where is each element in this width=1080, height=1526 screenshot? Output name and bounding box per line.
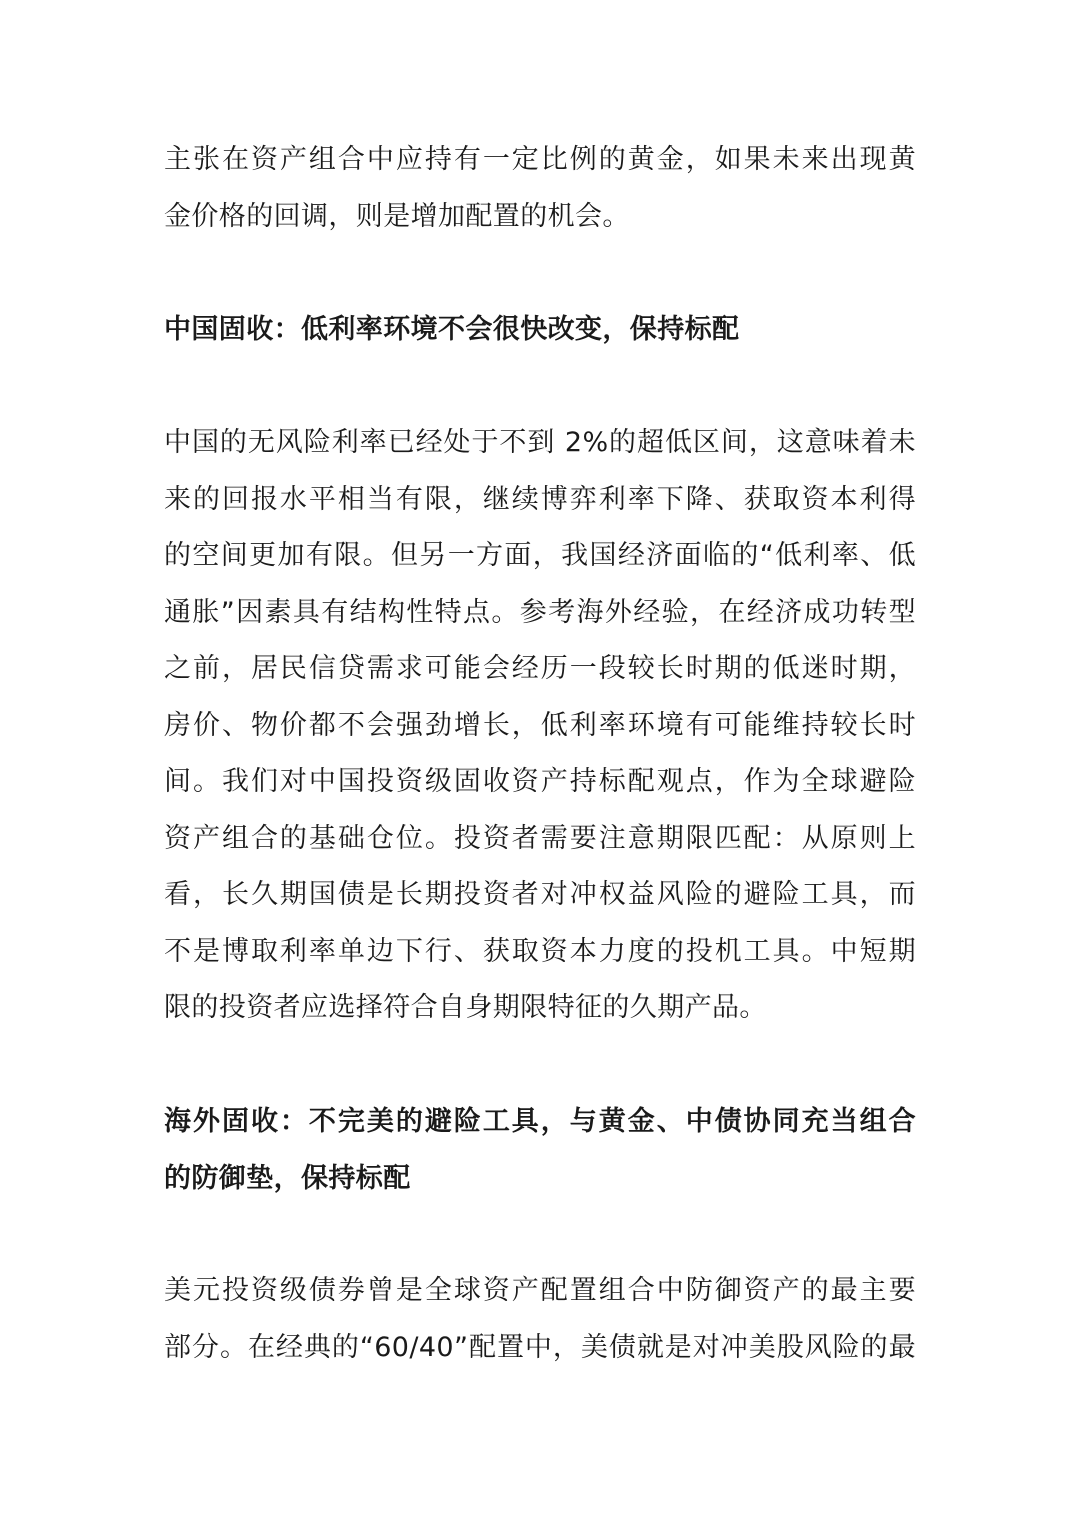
text-line: 看，长久期国债是长期投资者对冲权益风险的避险工具，而 [164,879,916,910]
heading-line: 海外固收：不完美的避险工具，与黄金、中债协同充当组合 [164,1106,916,1137]
paragraph-overseas-fixed-income [164,1263,916,1376]
section-heading-china-fixed-income [164,302,916,359]
text-line: 间。我们对中国投资级固收资产持标配观点，作为全球避险 [164,766,916,797]
text-line: 不是博取利率单边下行、获取资本力度的投机工具。中短期 [164,935,916,967]
text-line: 资产组合的基础仓位。投资者需要注意期限匹配：从原则上 [164,822,916,854]
text-line: 通胀”因素具有结构性特点。参考海外经验，在经济成功转型 [164,596,916,628]
paragraph-china-fixed-income [164,415,916,1037]
text-line: 部分。在经典的“60/40”配置中，美债就是对冲美股风险的最 [164,1331,916,1363]
text-line: 来的回报水平相当有限，继续博弈利率下降、获取资本利得 [164,483,916,515]
text-line: 房价、物价都不会强劲增长，低利率环境有可能维持较长时 [164,709,916,741]
section-heading-overseas-fixed-income [164,1094,916,1207]
heading-line: 中国固收：低利率环境不会很快改变，保持标配 [164,314,740,345]
text-line: 限的投资者应选择符合自身期限特征的久期产品。 [164,992,767,1023]
text-line: 中国的无风险利率已经处于不到 2%的超低区间，这意味着未 [164,427,916,458]
text-line: 主张在资产组合中应持有一定比例的黄金，如果未来出现黄 [164,144,916,175]
text-line: 的空间更加有限。但另一方面，我国经济面临的“低利率、低 [164,540,916,571]
heading-line: 的防御垫，保持标配 [164,1162,411,1194]
paragraph-gold-allocation [164,132,916,245]
text-line: 之前，居民信贷需求可能会经历一段较长时期的低迷时期， [164,653,916,684]
text-line: 美元投资级债券曾是全球资产配置组合中防御资产的最主要 [164,1275,916,1306]
text-line: 金价格的回调，则是增加配置的机会。 [164,200,630,232]
